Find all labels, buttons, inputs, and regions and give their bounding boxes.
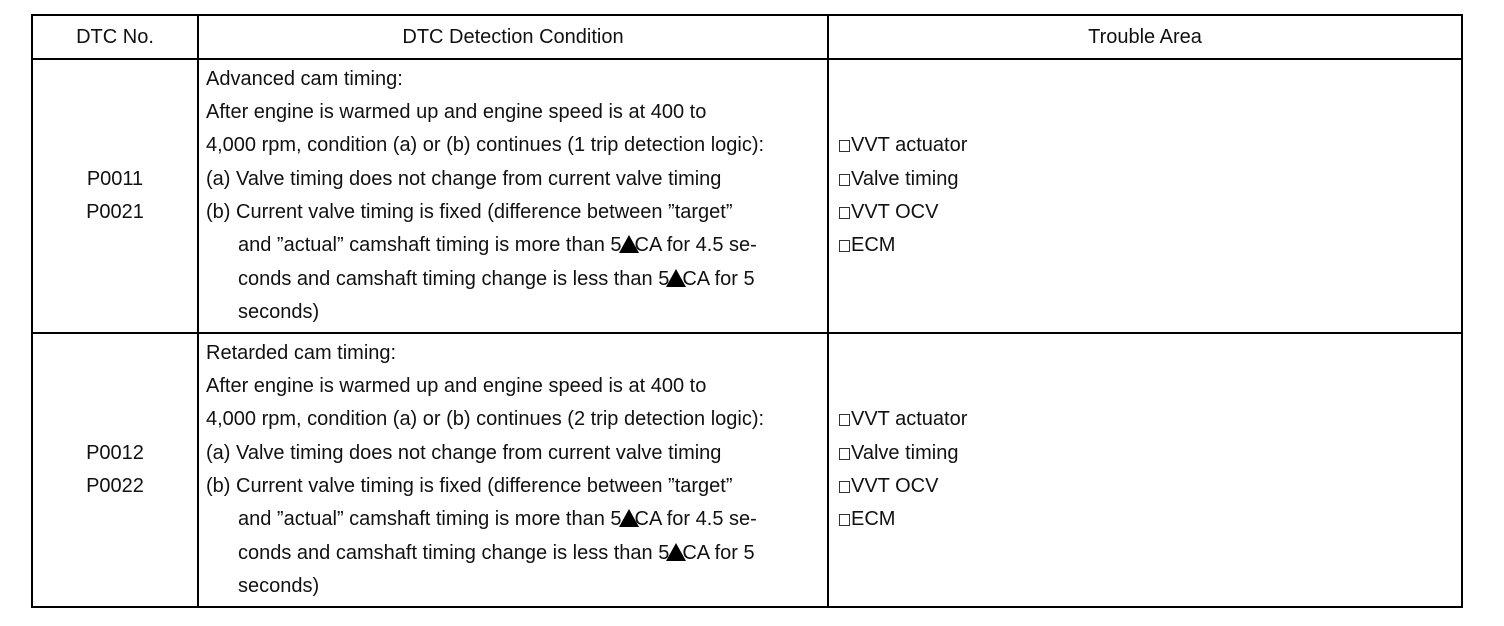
header-detection-condition: DTC Detection Condition (198, 15, 828, 59)
dtc-code: P0012 (86, 442, 144, 464)
dtc-codes-cell (32, 333, 198, 607)
trouble-area-item (839, 129, 1461, 162)
condition-title: Advanced cam timing: (206, 67, 403, 90)
checkbox-bullet-icon (839, 174, 850, 186)
checkbox-bullet-icon (839, 414, 850, 426)
checkbox-bullet-icon (839, 140, 850, 152)
condition-b-text: conds and camshaft timing change is less than 5 (238, 541, 670, 564)
header-trouble-area: Trouble Area (828, 15, 1462, 59)
trouble-area-label: Valve timing (851, 167, 959, 190)
condition-b-line (206, 503, 827, 536)
trouble-area-cell (828, 59, 1462, 333)
condition-b-line (206, 263, 827, 296)
header-dtc-no: DTC No. (32, 15, 198, 59)
condition-b-text: CA for 5 (682, 267, 755, 290)
condition-b-line: (b) Current valve timing is fixed (difference between ”target” (206, 475, 733, 497)
trouble-area-item (839, 229, 1461, 262)
dtc-table (31, 14, 1463, 608)
trouble-area-label: VVT actuator (851, 408, 968, 431)
detection-condition-cell (198, 333, 828, 607)
trouble-area-item (839, 163, 1461, 196)
condition-b-line: seconds) (238, 574, 320, 597)
condition-b-text: CA for 5 (682, 541, 755, 564)
condition-b-text: conds and camshaft timing change is less than 5 (238, 267, 670, 290)
trouble-area-cell (828, 333, 1462, 607)
dtc-code: P0021 (86, 201, 144, 223)
table-header-row (32, 15, 1462, 59)
condition-intro-line: After engine is warmed up and engine speed is at 400 to (206, 101, 707, 124)
checkbox-bullet-icon (839, 448, 850, 460)
table-row (32, 59, 1462, 333)
trouble-area-item (839, 470, 1461, 503)
dtc-codes-cell (32, 59, 198, 333)
condition-b-line: seconds) (238, 300, 320, 323)
dtc-code: P0011 (86, 168, 144, 190)
condition-a: (a) Valve timing does not change from current valve timing (206, 167, 722, 190)
checkbox-bullet-icon (839, 207, 850, 219)
table-row (32, 333, 1462, 607)
condition-b-text: CA for 4.5 se- (634, 508, 757, 531)
trouble-area-item (839, 196, 1461, 229)
condition-b-line: (b) Current valve timing is fixed (difference between ”target” (206, 201, 733, 223)
trouble-area-item (839, 503, 1461, 536)
condition-intro-line: 4,000 rpm, condition (a) or (b) continues (2 trip detection logic): (206, 408, 765, 431)
condition-a: (a) Valve timing does not change from current valve timing (206, 441, 722, 464)
condition-b-line (206, 229, 827, 262)
trouble-area-item (839, 437, 1461, 470)
condition-intro-line: 4,000 rpm, condition (a) or (b) continues (1 trip detection logic): (206, 134, 765, 157)
condition-b-text: and ”actual” camshaft timing is more than 5 (238, 508, 622, 531)
condition-b-line (206, 537, 827, 570)
condition-b-text: and ”actual” camshaft timing is more than 5 (238, 234, 622, 257)
checkbox-bullet-icon (839, 240, 850, 252)
detection-condition-cell (198, 59, 828, 333)
trouble-area-item (839, 403, 1461, 436)
trouble-area-label: ECM (851, 234, 896, 257)
dtc-code: P0022 (86, 475, 144, 497)
trouble-area-label: VVT actuator (851, 134, 968, 157)
checkbox-bullet-icon (839, 481, 850, 493)
trouble-area-label: ECM (851, 508, 896, 531)
condition-b-text: CA for 4.5 se- (634, 234, 757, 257)
trouble-area-label: VVT OCV (851, 475, 939, 497)
checkbox-bullet-icon (839, 514, 850, 526)
condition-title: Retarded cam timing: (206, 341, 397, 364)
condition-intro-line: After engine is warmed up and engine speed is at 400 to (206, 375, 707, 398)
trouble-area-label: Valve timing (851, 441, 959, 464)
trouble-area-label: VVT OCV (851, 201, 939, 223)
